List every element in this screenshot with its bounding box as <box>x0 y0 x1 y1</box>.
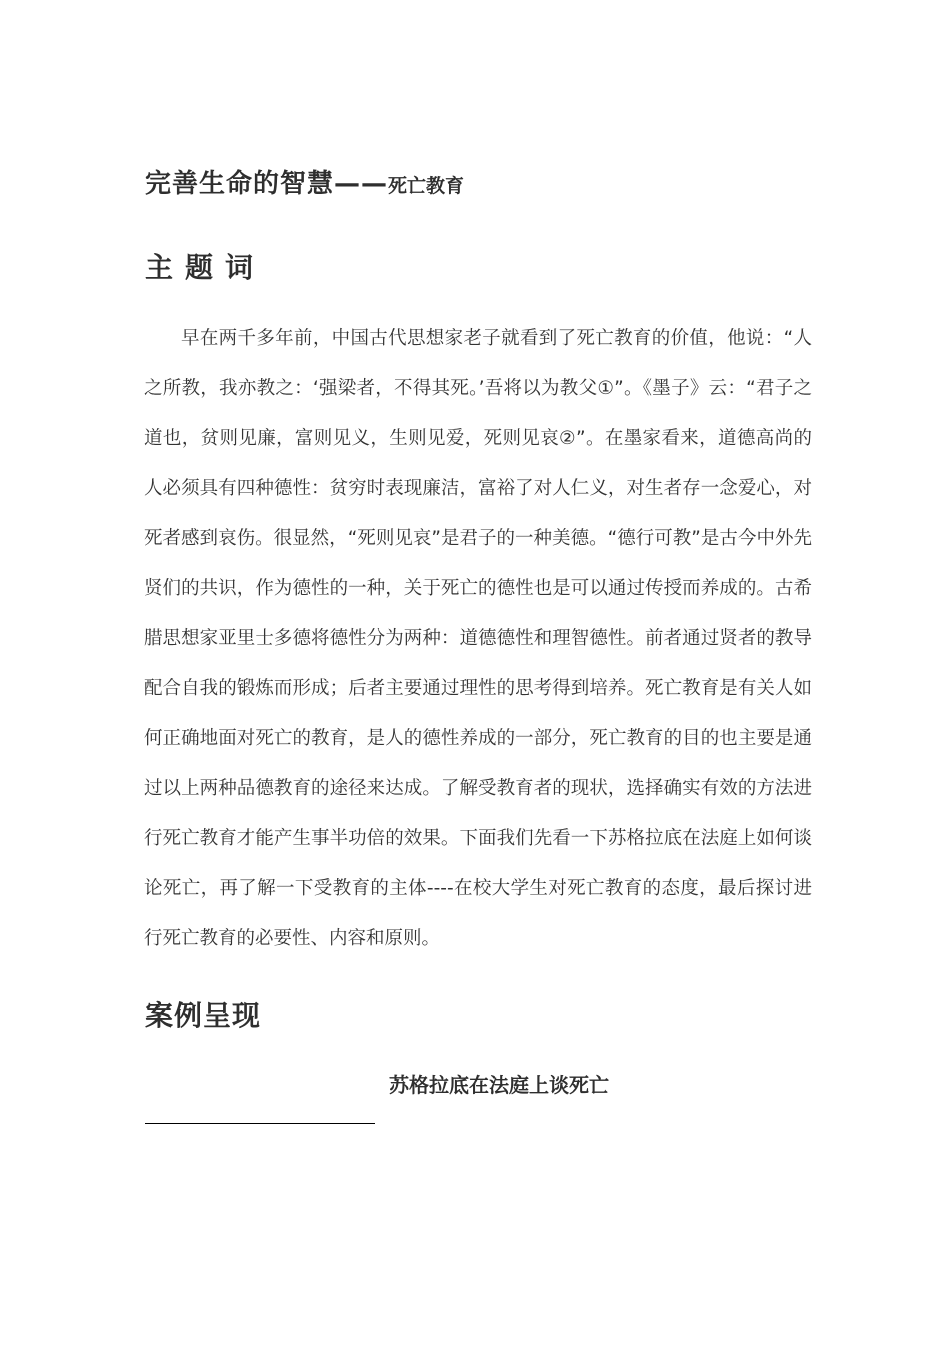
document-title-sub: 死亡教育 <box>388 175 465 197</box>
document-title <box>145 164 464 203</box>
keywords-heading: 主题词 <box>145 251 266 284</box>
footnote-separator <box>145 1123 375 1124</box>
case-heading: 案例呈现 <box>145 999 262 1032</box>
body-paragraph: 早在两千多年前，中国古代思想家老子就看到了死亡教育的价值，他说：“人之所教，我亦教之：‘强梁者，不得其死。’吾将以为教父①”。《墨子》云：“君子之道也，贫则见廉，富则见义，生则见爱，死则见哀②”。在墨家看来，道德高尚的人必须具有四种德性：贫穷时表现廉洁，富裕了对人仁义，对生者存一念爱心，对死者感到哀伤。很显然，“死则见哀”是君子的一种美德。“德行可教”是古今中外先贤们的共识，作为德性的一种，关于死亡的德性也是可以通过传授而养成的。古希腊思想家亚里士多德将德性分为两种：道德德性和理智德性。前者通过贤者的教导配合自我的锻炼而形成；后者主要通过理性的思考得到培养。死亡教育是有关人如何正确地面对死亡的教育，是人的德性养成的一部分，死亡教育的目的也主要是通过以上两种品德教育的途径来达成。了解受教育者的现状，选择确实有效的方法进行死亡教育才能产生事半功倍的效果。下面我们先看一下苏格拉底在法庭上如何谈论死亡，再了解一下受教育的主体----在校大学生对死亡教育的态度，最后探讨进行死亡教育的必要性、内容和原则。 <box>144 328 812 949</box>
document-title-main: 完善生命的智慧—— <box>145 169 389 199</box>
case-title: 苏格拉底在法庭上谈死亡 <box>389 1073 609 1097</box>
